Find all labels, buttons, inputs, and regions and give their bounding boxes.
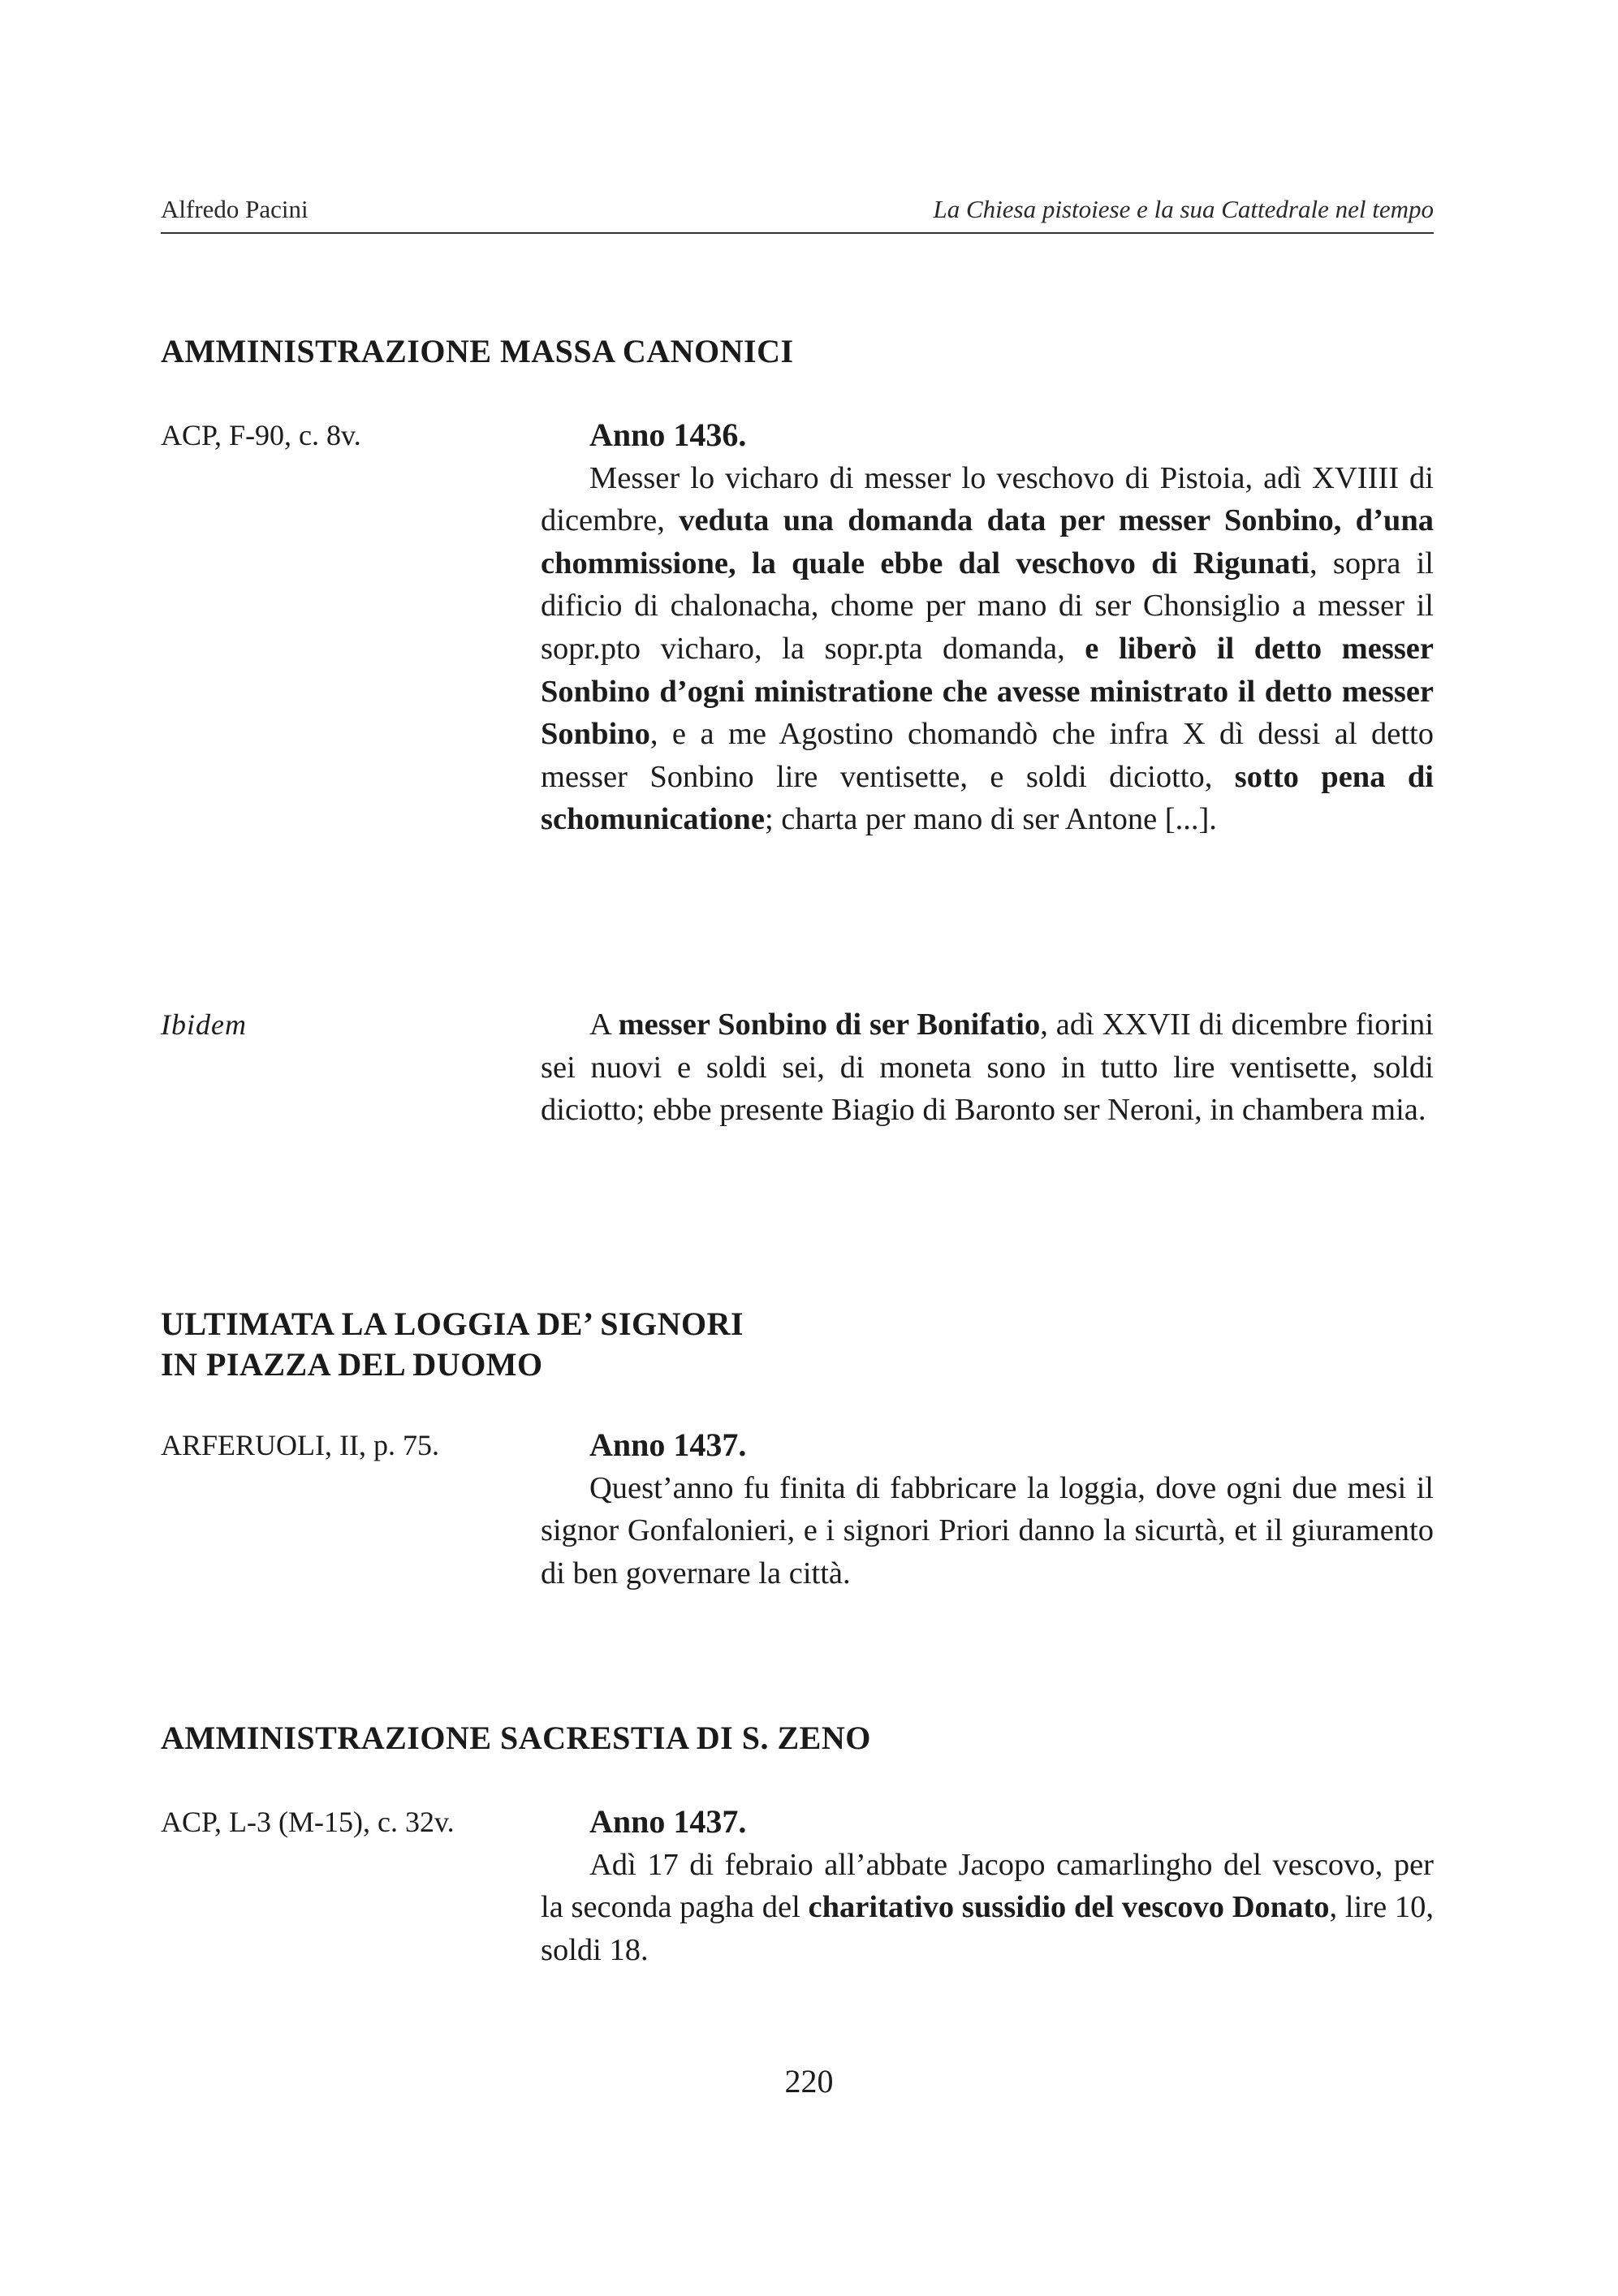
text-run: , e a me Agostino chomandò che infra X dì dessi al detto messer Sonbino lire ventisette, e soldi diciotto, [541,717,1434,794]
text-run: ; charta per mano di ser Antone [...]. [764,802,1217,837]
entry-paragraph [541,1467,1434,1595]
header-rule [161,232,1434,234]
bold-run: e liberò il detto messer Sonbino d’ogni ministratione che avesse ministrato il detto messer Sonbino [541,631,1434,752]
entry-source: ARFERUOLI, II, p. 75. [161,1429,439,1461]
text-run: , adì XXVII di dicembre fiorini sei nuovi e soldi sei, di moneta sono in tutto lire ventisette, soldi diciotto; ebbe presente Biagio di Baronto ser Neroni, in chambera mia. [541,1008,1434,1128]
header-author: Alfredo Pacini [161,195,308,223]
entry-year: Anno 1436. [589,416,747,453]
bold-run: messer Sonbino di ser Bonifatio [618,1008,1041,1042]
running-header [161,195,1434,224]
text-run: A [589,1008,619,1042]
section-heading-line: AMMINISTRAZIONE MASSA CANONICI [161,333,794,369]
entry-text [541,1424,1434,1595]
text-run: Quest’anno fu finita di fabbricare la loggia, dove ogni due mesi il signor Gonfalonieri, e i signori Priori danno la sicurtà, et il giuramento di ben governare la città. [541,1470,1434,1590]
section-heading-sacrestia [161,1718,871,1759]
entry-paragraph [541,1844,1434,1972]
text-run: , lire 10, soldi 18. [541,1890,1434,1967]
section-heading-massa-canonici [161,331,794,372]
entry-source: ACP, L-3 (M-15), c. 32v. [161,1806,455,1838]
entry-text [541,414,1434,841]
entry-source: Ibidem [161,1008,247,1041]
section-heading-line: IN PIAZZA DEL DUOMO [161,1346,543,1383]
header-book-title: La Chiesa pistoiese e la sua Cattedrale nel tempo [933,195,1434,223]
entry-text [541,1003,1434,1132]
bold-run: charitativo sussidio del vescovo Donato [808,1890,1330,1925]
section-heading-loggia [161,1304,744,1385]
entry-source: ACP, F-90, c. 8v. [161,419,361,451]
entry-paragraph [541,1003,1434,1132]
entry-year: Anno 1437. [589,1426,747,1463]
bold-run: sotto pena di schomunicatione [541,759,1434,837]
entry-text [541,1801,1434,1971]
text-run: Messer lo vicharo di messer lo veschovo di Pistoia, adì XVIIII di dicembre, [541,460,1434,538]
entry-year: Anno 1437. [589,1803,747,1840]
text-run: Adì 17 di febraio all’abbate Jacopo camarlingho del vescovo, per la seconda pagha del [541,1847,1434,1925]
text-run: , sopra il dificio di chalonacha, chome per mano di ser Chonsiglio a messer il sopr.pto vicharo, la sopr.pta domanda, [541,546,1434,666]
section-heading-line: ULTIMATA LA LOGGIA DE’ SIGNORI [161,1306,744,1342]
page-number: 220 [784,2063,834,2100]
section-heading-line: AMMINISTRAZIONE SACRESTIA DI S. ZENO [161,1720,871,1756]
entry-paragraph [541,457,1434,841]
bold-run: veduta una domanda data per messer Sonbino, d’una chommissione, la quale ebbe dal veschovo di Rigunati [541,503,1434,580]
